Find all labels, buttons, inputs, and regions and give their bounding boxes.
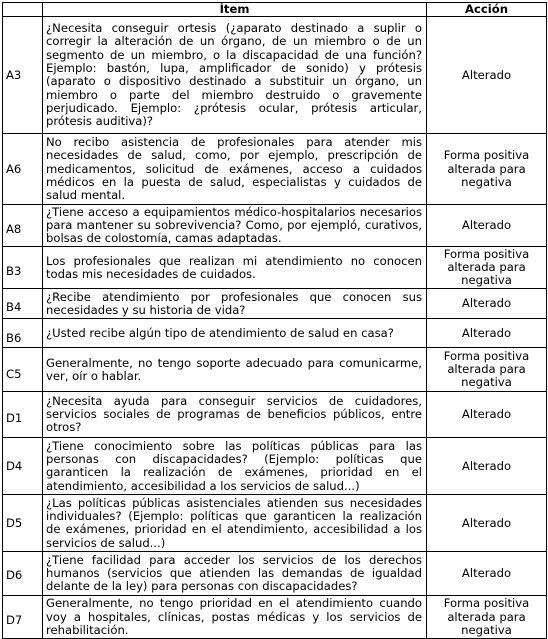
row-action: Forma positiva alterada para negativa xyxy=(427,596,547,639)
row-item: ¿Usted recibe algún tipo de atendimiento de salud en casa? xyxy=(43,319,427,348)
row-code: D6 xyxy=(3,552,43,596)
row-action: Forma positiva alterada para negativa xyxy=(427,134,547,205)
header-action: Acción xyxy=(427,3,547,17)
row-code: B6 xyxy=(3,319,43,348)
row-code: C5 xyxy=(3,348,43,392)
row-item: ¿Necesita ayuda para conseguir servicios de cuidadores, servicios sociales de programas de beneficios públicos, entre otros? xyxy=(43,392,427,438)
table-row xyxy=(3,247,547,289)
row-action: Alterado xyxy=(427,17,547,134)
row-item: ¿Tiene conocimiento sobre las políticas públicas para las personas con discapacidades? (Ejemplo: políticas que garanticen la realización de exámenes, prioridad en el atendimiento, accesibilidad a los servicios de salud...) xyxy=(43,438,427,495)
table-row xyxy=(3,289,547,319)
row-action: Alterado xyxy=(427,438,547,495)
row-code: D1 xyxy=(3,392,43,438)
table-row xyxy=(3,392,547,438)
table-row xyxy=(3,495,547,552)
row-item: ¿Tiene facilidad para acceder los servicios de los derechos humanos (servicios que atienden las demandas de igualdad delante de la ley) para personas con discapacidades? xyxy=(43,552,427,596)
table-row xyxy=(3,134,547,205)
header-code xyxy=(3,3,43,17)
table-row xyxy=(3,319,547,348)
row-action: Alterado xyxy=(427,319,547,348)
header-row xyxy=(3,3,547,17)
table-row xyxy=(3,552,547,596)
row-item: Generalmente, no tengo soporte adecuado para comunicarme, ver, oír o hablar. xyxy=(43,348,427,392)
table-row xyxy=(3,205,547,247)
row-code: D7 xyxy=(3,596,43,639)
row-item: Generalmente, no tengo prioridad en el atendimiento cuando voy a hospitales, clínicas, postas médicas y los servicios de rehabilitación. xyxy=(43,596,427,639)
row-item: ¿Las políticas públicas asistenciales atienden sus necesidades individuales? (Ejemplo: políticas que garanticen la realización de exámenes, prioridad en el atendimiento, accesibilidad a los servicios de salud...) xyxy=(43,495,427,552)
table-row xyxy=(3,438,547,495)
row-code: A8 xyxy=(3,205,43,247)
row-code: B4 xyxy=(3,289,43,319)
table-row xyxy=(3,596,547,639)
row-action: Forma positiva alterada para negativa xyxy=(427,348,547,392)
table-row xyxy=(3,348,547,392)
row-code: D5 xyxy=(3,495,43,552)
row-item: ¿Recibe atendimiento por profesionales que conocen sus necesidades y su historia de vida? xyxy=(43,289,427,319)
row-action: Alterado xyxy=(427,495,547,552)
row-action: Alterado xyxy=(427,289,547,319)
row-item: ¿Necesita conseguir ortesis (¿aparato destinado a suplir o corregir la alteración de un órgano, de un miembro o de un segmento de un miembro, o la discapacidad de una función? Ejemplo: bastón, lupa, amplificador de sonido) y prótesis (aparato o dispositivo destinado a substituir un órgano, un miembro o parte del miembro destruido o gravemente perjudicado. Ejemplo: ¿prótesis ocular, prótesis articular, prótesis auditiva)? xyxy=(43,17,427,134)
item-table xyxy=(2,2,547,639)
row-item: ¿Tiene acceso a equipamientos médico-hospitalarios necesarios para mantener su sobrevivencia? Como, por ejempló, curativos, bolsas de colostomía, camas adaptadas. xyxy=(43,205,427,247)
row-code: A6 xyxy=(3,134,43,205)
row-code: A3 xyxy=(3,17,43,134)
row-action: Alterado xyxy=(427,552,547,596)
row-code: B3 xyxy=(3,247,43,289)
row-code: D4 xyxy=(3,438,43,495)
row-item: No recibo asistencia de profesionales para atender mis necesidades de salud, como, por ejemplo, prescripción de medicamentos, solicitud de exámenes, acceso a cuidados médicos en la puesta de salud, especialistas y cuidados de salud mental. xyxy=(43,134,427,205)
row-action: Forma positiva alterada para negativa xyxy=(427,247,547,289)
row-item: Los profesionales que realizan mi atendimiento no conocen todas mis necesidades de cuidados. xyxy=(43,247,427,289)
table-row xyxy=(3,17,547,134)
header-item: Ítem xyxy=(43,3,427,17)
row-action: Alterado xyxy=(427,205,547,247)
row-action: Alterado xyxy=(427,392,547,438)
